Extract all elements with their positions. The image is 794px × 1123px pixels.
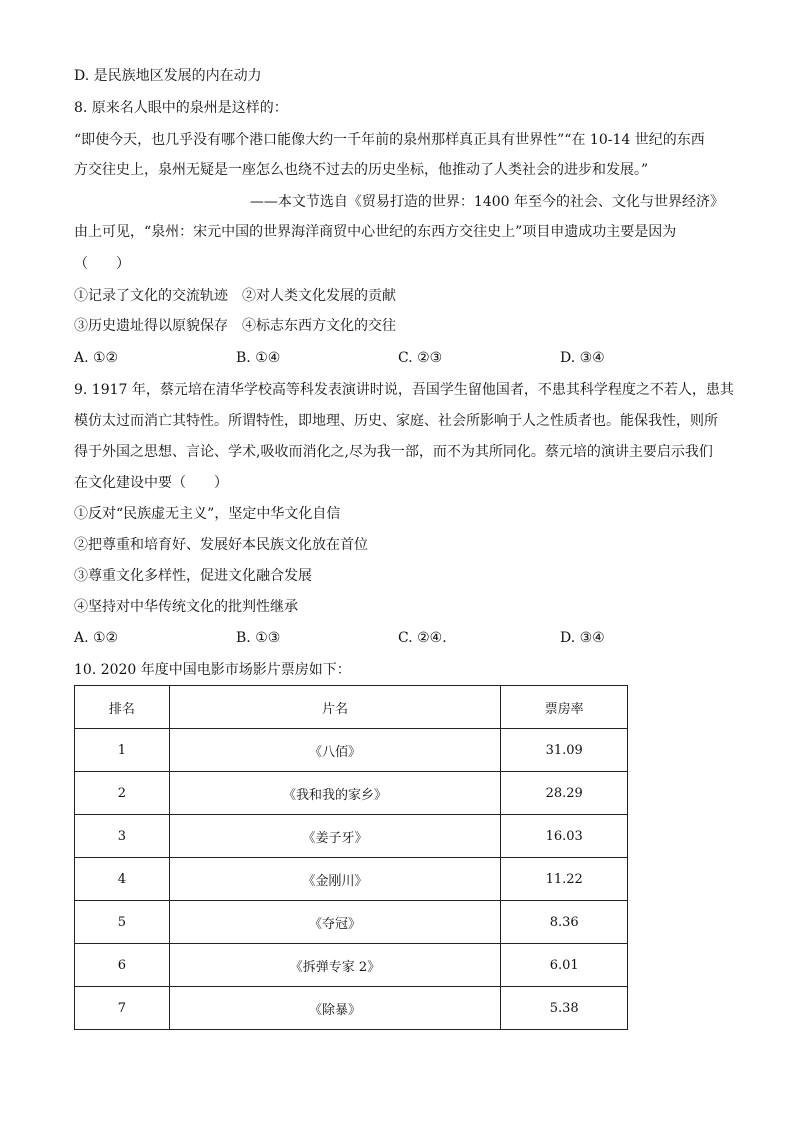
table-row xyxy=(75,858,628,901)
cell-title: 《八佰》 xyxy=(169,729,501,772)
table-row xyxy=(75,772,628,815)
q10-stem: 10. 2020 年度中国电影市场影片票房如下： xyxy=(74,662,351,678)
cell-share: 8.36 xyxy=(501,901,628,944)
q8-source: ——本文节选自《贸易打造的世界：1400 年至今的社会、文化与世界经济》 xyxy=(249,194,724,210)
q9-item2: ②把尊重和培育好、发展好本民族文化放在首位 xyxy=(74,537,368,553)
cell-title: 《除暴》 xyxy=(169,987,501,1030)
cell-title: 《拆弹专家 2》 xyxy=(169,944,501,987)
q8-option-d[interactable]: D. ③④ xyxy=(560,350,605,366)
q9-option-b[interactable]: B. ①③ xyxy=(236,630,281,646)
q8-option-b[interactable]: B. ①④ xyxy=(236,350,281,366)
cell-title: 《夺冠》 xyxy=(169,901,501,944)
q8-option-c[interactable]: C. ②③ xyxy=(398,350,443,366)
q9-option-c[interactable]: C. ②④. xyxy=(398,630,447,646)
q8-question: 由上可见，“泉州：宋元中国的世界海洋商贸中心世纪的东西方交往史上”项目申遗成功主要是因为 xyxy=(74,224,677,240)
cell-share: 28.29 xyxy=(501,772,628,815)
q9-item3: ③尊重文化多样性，促进文化融合发展 xyxy=(74,568,312,584)
cell-rank: 6 xyxy=(75,944,170,987)
cell-rank: 2 xyxy=(75,772,170,815)
q7-option-d: D. 是民族地区发展的内在动力 xyxy=(74,68,262,84)
cell-title: 《姜子牙》 xyxy=(169,815,501,858)
cell-share: 31.09 xyxy=(501,729,628,772)
cell-share: 11.22 xyxy=(501,858,628,901)
header-share: 票房率 xyxy=(501,686,628,729)
cell-rank: 1 xyxy=(75,729,170,772)
q9-line2: 模仿太过而消亡其特性。所谓特性，即地理、历史、家庭、社会所影响于人之性质者也。能保我性，则所 xyxy=(74,413,718,429)
table-row xyxy=(75,815,628,858)
cell-share: 5.38 xyxy=(501,987,628,1030)
header-rank: 排名 xyxy=(75,686,170,729)
cell-title: 《我和我的家乡》 xyxy=(169,772,501,815)
cell-share: 6.01 xyxy=(501,944,628,987)
table-header-row xyxy=(75,686,628,729)
table-row xyxy=(75,729,628,772)
q8-stem: 8. 原来名人眼中的泉州是这样的： xyxy=(74,100,288,116)
cell-rank: 5 xyxy=(75,901,170,944)
cell-title: 《金刚川》 xyxy=(169,858,501,901)
table-row xyxy=(75,944,628,987)
q8-option-a[interactable]: A. ①② xyxy=(74,350,119,366)
q8-quote-line2: 方交往史上，泉州无疑是一座怎么也绕不过去的历史坐标，他推动了人类社会的进步和发展。” xyxy=(74,162,649,178)
q8-bracket: （ ） xyxy=(74,256,130,272)
q9-line1: 9. 1917 年，蔡元培在清华学校高等科发表演讲时说，吾国学生留他国者，不患其科学程度之不若人，患其 xyxy=(74,382,734,398)
q9-item1: ①反对“民族虚无主义”，坚定中华文化自信 xyxy=(74,506,341,522)
table-row xyxy=(75,987,628,1030)
q8-items-line2: ③历史遗址得以原貌保存 ④标志东西方文化的交往 xyxy=(74,318,396,334)
cell-rank: 4 xyxy=(75,858,170,901)
q8-quote-line1: “即使今天，也几乎没有哪个港口能像大约一千年前的泉州那样真正具有世界性”“在 10-14 世纪的东西 xyxy=(74,132,705,148)
cell-rank: 3 xyxy=(75,815,170,858)
box-office-table xyxy=(74,685,628,1030)
cell-share: 16.03 xyxy=(501,815,628,858)
cell-rank: 7 xyxy=(75,987,170,1030)
header-title: 片名 xyxy=(169,686,501,729)
q9-item4: ④坚持对中华传统文化的批判性继承 xyxy=(74,599,298,615)
q9-line4: 在文化建设中要（ ） xyxy=(74,475,228,491)
q9-option-a[interactable]: A. ①② xyxy=(74,630,119,646)
q9-option-d[interactable]: D. ③④ xyxy=(560,630,605,646)
q8-items-line1: ①记录了文化的交流轨迹 ②对人类文化发展的贡献 xyxy=(74,288,396,304)
q9-line3: 得于外国之思想、言论、学术,吸收而消化之,尽为我一部，而不为其所同化。蔡元培的演讲主要启示我们 xyxy=(74,444,713,460)
table-row xyxy=(75,901,628,944)
